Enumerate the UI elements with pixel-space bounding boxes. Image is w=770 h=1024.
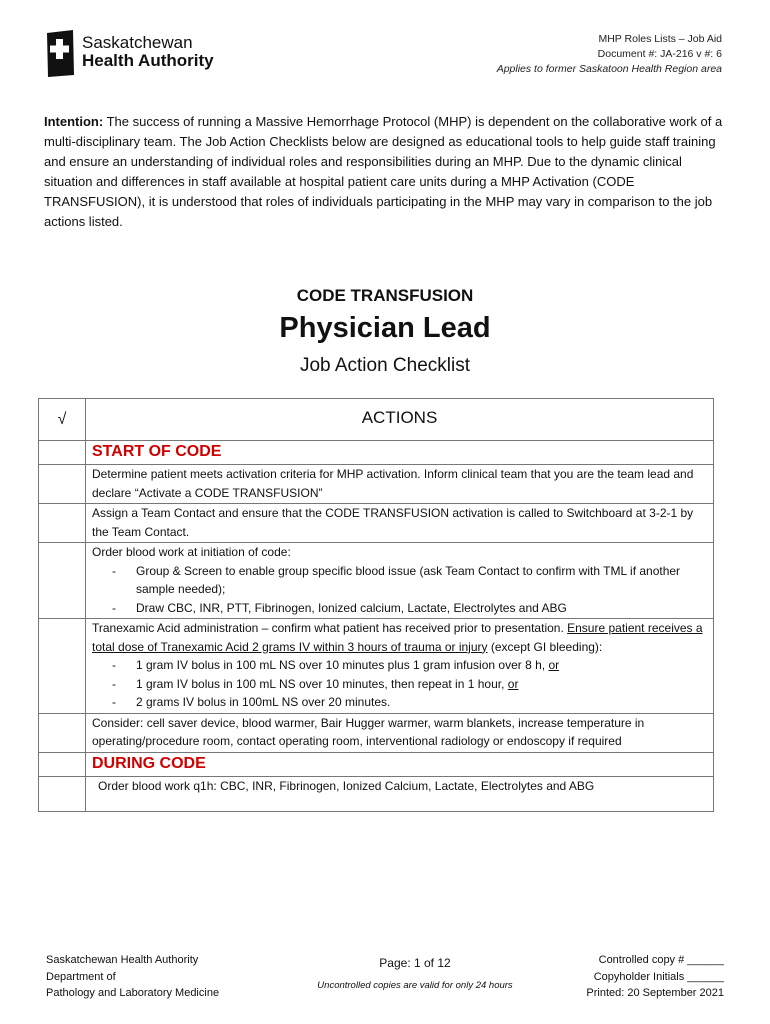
doc-number: Document #: JA-216 v #: 6 xyxy=(597,48,722,60)
applies-to: Applies to former Saskatoon Health Region area xyxy=(496,63,722,75)
checkbox-cell[interactable] xyxy=(39,776,86,811)
action-text: Assign a Team Contact and ensure that the CODE TRANSFUSION activation is called to Switchboard at 3-2-1 by the Team Contact. xyxy=(86,504,714,543)
doc-title: MHP Roles Lists – Job Aid xyxy=(598,33,722,45)
job-action-checklist-table xyxy=(38,398,714,812)
table-row xyxy=(39,543,714,619)
checkbox-cell[interactable] xyxy=(39,543,86,619)
footer-org-name: Saskatchewan Health Authority xyxy=(46,954,199,966)
footer-copy-control xyxy=(586,952,724,1002)
table-row xyxy=(39,713,714,752)
logo-text-saskatchewan: Saskatchewan xyxy=(82,33,193,52)
action-text: Consider: cell saver device, blood warmer, Bair Hugger warmer, warm blankets, increase temperature in operating/procedure room, contact operating room, interventional radiology or endoscopy if required xyxy=(86,713,714,752)
actions-column-header: ACTIONS xyxy=(86,399,714,441)
section-row-start xyxy=(39,441,714,465)
footer-dept-line2: Pathology and Laboratory Medicine xyxy=(46,987,220,999)
role-title: Physician Lead xyxy=(279,312,491,344)
table-row xyxy=(39,504,714,543)
checkbox-cell[interactable] xyxy=(39,441,86,465)
action-text: Order blood work q1h: CBC, INR, Fibrinogen, Ionized Calcium, Lactate, Electrolytes and ABG xyxy=(86,776,714,811)
action-cell xyxy=(86,619,714,714)
check-column-header: √ xyxy=(39,399,86,441)
logo-text-health-authority: Health Authority xyxy=(82,51,214,70)
page-number: Page: 1 of 12 xyxy=(379,956,451,970)
uncontrolled-notice: Uncontrolled copies are valid for only 24 hours xyxy=(317,980,513,991)
sub-item: - Draw CBC, INR, PTT, Fibrinogen, Ionized calcium, Lactate, Electrolytes and ABG xyxy=(112,600,567,615)
intention-text: The success of running a Massive Hemorrhage Protocol (MHP) is dependent on the collaborative work of a multi-disciplinary team. The Job Action Checklists below are designed as educational tools to help guide staff training and ensure an understanding of individual roles and responsibilities during an MHP. Due to the dynamic clinical situation and differences in staff available at hospital patient care units during a MHP Activation (CODE TRANSFUSION), it is understood that roles of individuals participating in the MHP may vary in comparison to the job actions listed. xyxy=(44,114,723,229)
copyholder-initials: Copyholder Initials ______ xyxy=(593,970,724,983)
table-row xyxy=(39,776,714,811)
sub-item: - 1 gram IV bolus in 100 mL NS over 10 minutes plus 1 gram infusion over 8 h, or xyxy=(112,658,560,672)
footer-organization xyxy=(46,952,219,1002)
code-title: CODE TRANSFUSION xyxy=(296,286,474,305)
printed-date: Printed: 20 September 2021 xyxy=(586,987,724,999)
checkbox-cell[interactable] xyxy=(39,504,86,543)
checkbox-cell[interactable] xyxy=(39,465,86,504)
action-text: Determine patient meets activation criteria for MHP activation. Inform clinical team that you are the team lead and declare “Activate a CODE TRANSFUSION” xyxy=(86,465,714,504)
footer-dept-line1: Department of xyxy=(46,970,116,983)
checkbox-cell[interactable] xyxy=(39,713,86,752)
action-text: Tranexamic Acid administration – confirm what patient has received prior to presentation. Ensure patient receives a total dose of Tranexamic Acid 2 grams IV within 3 hours of trauma or injury (except GI bleeding): xyxy=(92,621,703,654)
controlled-copy: Controlled copy # ______ xyxy=(598,954,724,966)
saskatchewan-cross-logo-icon xyxy=(44,29,76,79)
sha-logo xyxy=(44,29,244,79)
table-row xyxy=(39,619,714,714)
footer-page-info xyxy=(300,956,530,991)
checkbox-cell[interactable] xyxy=(39,619,86,714)
document-info xyxy=(497,32,722,77)
section-heading-during: DURING CODE xyxy=(86,752,714,776)
sub-item: - Group & Screen to enable group specific blood issue (ask Team Contact to confirm with TML if another sample needed); xyxy=(112,563,681,596)
intention-paragraph xyxy=(44,112,724,232)
section-heading-start: START OF CODE xyxy=(86,441,714,465)
section-row-during xyxy=(39,752,714,776)
underlined-requirement: Ensure patient receives a total dose of Tranexamic Acid 2 grams IV within 3 hours of trauma or injury xyxy=(92,621,703,654)
table-header-row xyxy=(39,399,714,441)
checkbox-cell[interactable] xyxy=(39,752,86,776)
sub-item: - 1 gram IV bolus in 100 mL NS over 10 minutes, then repeat in 1 hour, or xyxy=(112,676,519,691)
intention-label: Intention: xyxy=(44,114,104,129)
table-row xyxy=(39,465,714,504)
checklist-subtitle: Job Action Checklist xyxy=(299,355,471,376)
sub-item: - 2 grams IV bolus in 100mL NS over 20 minutes. xyxy=(112,695,391,709)
action-cell xyxy=(86,543,714,619)
action-text: Order blood work at initiation of code: xyxy=(92,545,291,559)
